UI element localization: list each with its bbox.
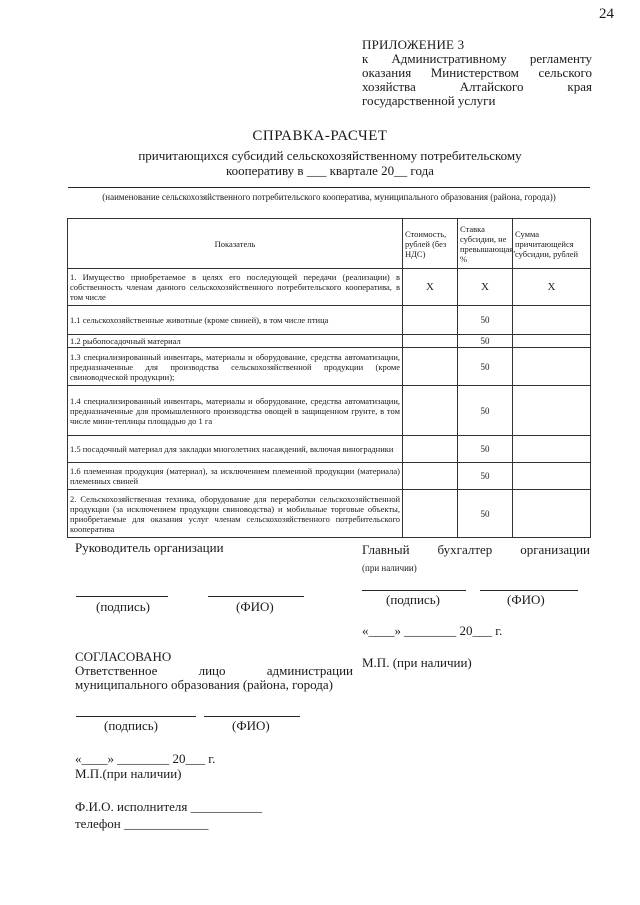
row-sum [513, 490, 591, 538]
row-cost [403, 490, 458, 538]
row-sum [513, 335, 591, 348]
table-row [68, 463, 591, 490]
cooperative-name-caption: (наименование сельскохозяйственного потребительского кооператива, муниципального образования (района, города)) [102, 192, 556, 202]
accountant-sign-line [362, 590, 466, 591]
document-subtitle [120, 148, 540, 178]
agreed-stamp: М.П.(при наличии) [75, 766, 182, 781]
row-cost [403, 463, 458, 490]
appendix-block [362, 38, 592, 108]
header-indicator: Показатель [68, 219, 403, 269]
head-sign-caption: (подпись) [96, 599, 150, 614]
table-row [68, 436, 591, 463]
accountant-stamp: М.П. (при наличии) [362, 655, 472, 670]
table-row [68, 490, 591, 538]
row-sum [513, 463, 591, 490]
appendix-header: ПРИЛОЖЕНИЕ 3 [362, 37, 465, 52]
header-cost: Стоимость, рублей (без НДС) [403, 219, 458, 269]
table-row [68, 269, 591, 306]
accountant-if-any: (при наличии) [362, 563, 417, 573]
table-row [68, 335, 591, 348]
accountant-date: «____» ________ 20___ г. [362, 623, 503, 638]
responsible-person: Ответственное лицо администрации муниципального образования (района, города) [75, 663, 353, 692]
accountant-label: Главный бухгалтер организации [362, 542, 590, 557]
head-sign-line [76, 596, 168, 597]
row-cost [403, 335, 458, 348]
row-label: 1.1 сельскохозяйственные животные (кроме свиней), в том числе птица [68, 306, 403, 335]
row-rate: 50 [458, 436, 513, 463]
subtitle-line-2: кооперативу в ___ квартале 20__ года [226, 163, 434, 178]
row-rate: Х [458, 269, 513, 306]
agreed-sign-line [76, 716, 196, 717]
agreed-fio-caption: (ФИО) [232, 718, 270, 733]
executor-phone: телефон _____________ [75, 816, 209, 831]
subtitle-line-1: причитающихся субсидий сельскохозяйственному потребительскому [138, 148, 522, 163]
table-row [68, 386, 591, 436]
header-rate: Ставка субсидии, не превышающая, % [458, 219, 513, 269]
agreed-sign-caption: (подпись) [104, 718, 158, 733]
head-fio-line [208, 596, 304, 597]
accountant-fio-line [480, 590, 578, 591]
row-sum [513, 348, 591, 386]
row-cost [403, 306, 458, 335]
row-rate: 50 [458, 386, 513, 436]
row-cost [403, 348, 458, 386]
row-label: 2. Сельскохозяйственная техника, оборудование для переработки сельскохозяйственной продукции (за исключением продукции свиноводства) и мобильные торговые объекты, приобретаемые для оказания услуг членам сельскохозяйственного потребительского кооператива [68, 490, 403, 538]
head-fio-caption: (ФИО) [236, 599, 274, 614]
row-cost [403, 436, 458, 463]
calculation-table [67, 218, 591, 538]
document-title: СПРАВКА-РАСЧЕТ [252, 128, 388, 144]
page-number: 24 [599, 6, 614, 22]
row-cost [403, 386, 458, 436]
row-rate: 50 [458, 348, 513, 386]
appendix-text: к Административному регламенту оказания Министерством сельского хозяйства Алтайского края государственной услуги [362, 51, 592, 108]
row-rate: 50 [458, 490, 513, 538]
row-label: 1.4 специализированный инвентарь, материалы и оборудование, средства автоматизации, предназначенные для промышленного производства овощей в защищенном грунте, в том числе мини-теплицы площадью до 1 га [68, 386, 403, 436]
row-label: 1. Имущество приобретаемое в целях его последующей передачи (реализации) в собственность членам данного сельскохозяйственного потребительского кооператива, в том числе [68, 269, 403, 306]
header-sum: Сумма причитающейся субсидии, рублей [513, 219, 591, 269]
row-label: 1.6 племенная продукция (материал), за исключением племенной продукции (материала) племенных свиней [68, 463, 403, 490]
head-label: Руководитель организации [75, 540, 224, 555]
agreed-date: «____» ________ 20___ г. [75, 751, 216, 766]
table-row [68, 306, 591, 335]
row-sum [513, 386, 591, 436]
row-rate: 50 [458, 306, 513, 335]
row-rate: 50 [458, 463, 513, 490]
row-cost: Х [403, 269, 458, 306]
row-label: 1.2 рыбопосадочный материал [68, 335, 403, 348]
table-header-row [68, 219, 591, 269]
row-label: 1.5 посадочный материал для закладки многолетних насаждений, включая виноградники [68, 436, 403, 463]
table-row [68, 348, 591, 386]
row-sum [513, 436, 591, 463]
agreed-fio-line [204, 716, 300, 717]
accountant-sign-caption: (подпись) [386, 592, 440, 607]
executor-name: Ф.И.О. исполнителя ___________ [75, 799, 263, 814]
cooperative-name-line [68, 187, 590, 188]
row-sum [513, 306, 591, 335]
accountant-fio-caption: (ФИО) [507, 592, 545, 607]
row-sum: Х [513, 269, 591, 306]
row-label: 1.3 специализированный инвентарь, материалы и оборудование, средства автоматизации, предназначенные для производства сельскохозяйственной продукции (кроме свиноводческой продукции); [68, 348, 403, 386]
agreed-label: СОГЛАСОВАНО [75, 649, 172, 664]
row-rate: 50 [458, 335, 513, 348]
